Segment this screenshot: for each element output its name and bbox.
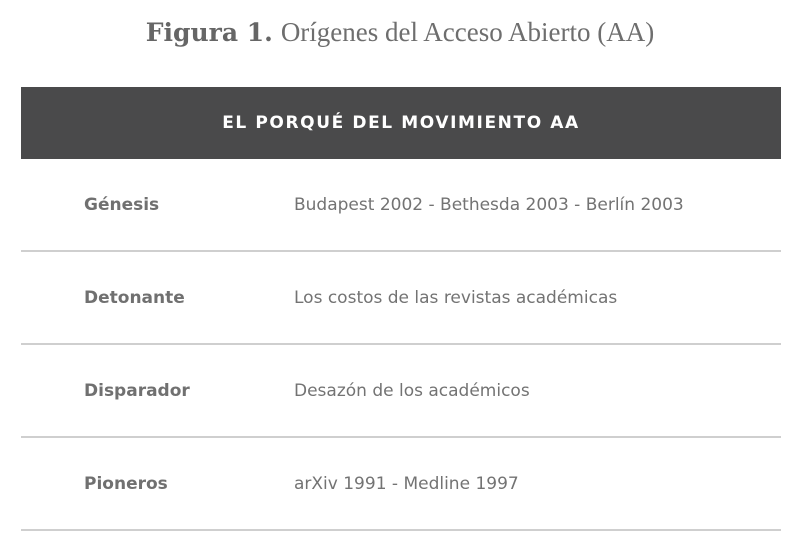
row-value: Budapest 2002 - Bethesda 2003 - Berlín 2003 bbox=[294, 194, 684, 215]
row-value: Desazón de los académicos bbox=[294, 380, 530, 401]
figure-caption bbox=[0, 14, 800, 51]
table-header-title: EL PORQUÉ DEL MOVIMIENTO AA bbox=[222, 113, 580, 133]
row-label: Disparador bbox=[84, 380, 190, 401]
row-label: Detonante bbox=[84, 287, 185, 308]
table-row bbox=[21, 159, 781, 252]
table-header bbox=[21, 87, 781, 159]
table-row bbox=[21, 252, 781, 345]
figure-title: Orígenes del Acceso Abierto (AA) bbox=[280, 17, 655, 47]
row-label: Génesis bbox=[84, 194, 160, 215]
table-row bbox=[21, 345, 781, 438]
table-row bbox=[21, 438, 781, 531]
row-label: Pioneros bbox=[84, 473, 168, 494]
origins-table bbox=[21, 87, 781, 531]
row-value: arXiv 1991 - Medline 1997 bbox=[294, 473, 519, 494]
figure-label: Figura 1. bbox=[145, 18, 273, 47]
row-value: Los costos de las revistas académicas bbox=[294, 287, 618, 308]
